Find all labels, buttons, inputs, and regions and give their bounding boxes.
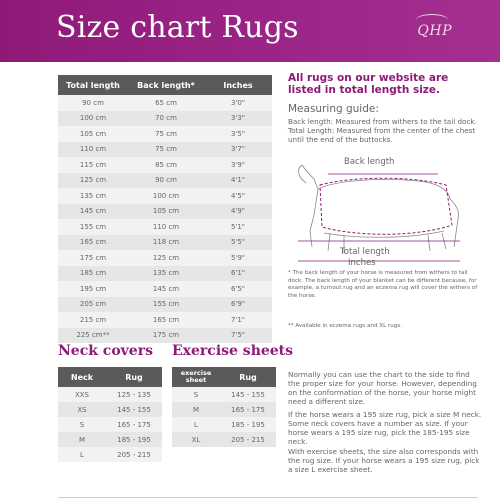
table-cell: 5'5" — [204, 235, 272, 251]
table-row — [58, 235, 272, 251]
table-row — [58, 95, 272, 111]
table-cell: 4'9" — [204, 204, 272, 220]
table-row — [58, 387, 162, 402]
size-table — [58, 75, 272, 343]
table-row — [58, 142, 272, 158]
table-row — [58, 432, 162, 447]
total-length-label: Total length — [340, 247, 390, 257]
table-cell: 145 - 155 — [220, 387, 276, 402]
table-row — [58, 447, 162, 462]
neck-sizing-paragraph: If the horse wears a 195 size rug, pick a size M neck. Some neck covers have a number as size. If your horse wears a 195 size rug, pick the 185-195 size neck. — [288, 410, 482, 447]
table-cell: 185 cm — [58, 266, 128, 282]
table-row — [58, 219, 272, 235]
table-row — [58, 266, 272, 282]
divider — [58, 497, 478, 498]
table-cell: 145 cm — [58, 204, 128, 220]
exercise-sheets-title: Exercise sheets — [172, 343, 294, 359]
table-cell: 105 cm — [128, 204, 204, 220]
table-row — [58, 417, 162, 432]
table-cell: 125 cm — [128, 250, 204, 266]
table-cell: 118 cm — [128, 235, 204, 251]
table-row — [58, 328, 272, 344]
table-cell: 175 cm — [128, 328, 204, 344]
table-cell: XS — [58, 402, 106, 417]
table-cell: L — [58, 447, 106, 462]
table-cell: 135 cm — [128, 266, 204, 282]
column-header: Back length* — [128, 75, 204, 95]
table-row — [58, 188, 272, 204]
table-cell: 215 cm — [58, 312, 128, 328]
table-cell: 155 cm — [128, 297, 204, 313]
table-cell: 3'0" — [204, 95, 272, 111]
table-cell: 110 cm — [58, 142, 128, 158]
header-banner — [0, 0, 500, 62]
table-cell: 3'3" — [204, 111, 272, 127]
exercise-sizing-paragraph: With exercise sheets, the size also corresponds with the rug size. If your horse wears a 195 size rug, pick a size L exercise sheet. — [288, 447, 480, 475]
table-row — [172, 387, 276, 402]
neck-covers-title: Neck covers — [58, 343, 153, 359]
all-rugs-note: All rugs on our website are listed in total length size. — [288, 72, 449, 96]
table-row — [58, 204, 272, 220]
page-title: Size chart Rugs — [56, 10, 299, 45]
column-header: Total length — [58, 75, 128, 95]
column-header: Inches — [204, 75, 272, 95]
table-cell: 75 cm — [128, 142, 204, 158]
table-cell: 145 cm — [128, 281, 204, 297]
table-cell: 65 cm — [128, 95, 204, 111]
table-cell: S — [172, 387, 220, 402]
column-header: Neck — [58, 367, 106, 387]
table-cell: 5'9" — [204, 250, 272, 266]
table-cell: 3'7" — [204, 142, 272, 158]
size-table-header — [58, 75, 272, 95]
table-cell: 5'1" — [204, 219, 272, 235]
table-cell: 105 cm — [58, 126, 128, 142]
table-cell: 100 cm — [58, 111, 128, 127]
table-cell: 70 cm — [128, 111, 204, 127]
table-cell: 155 cm — [58, 219, 128, 235]
table-cell: 6'1" — [204, 266, 272, 282]
table-cell: 175 cm — [58, 250, 128, 266]
table-row — [58, 297, 272, 313]
rug-outline — [320, 178, 452, 234]
horse-outline-icon — [299, 165, 459, 253]
table-cell: 165 - 175 — [220, 402, 276, 417]
neck-table-header — [58, 367, 162, 387]
back-length-footnote: * The back length of your horse is measured from withers to tail dock. The back length of your blanket can be different because, for example, a turnout rug and an eczema rug will cover the withers of the horse. — [288, 270, 478, 299]
table-cell: 135 cm — [58, 188, 128, 204]
table-cell: 7'1" — [204, 312, 272, 328]
exercise-sheets-table — [172, 367, 276, 447]
table-row — [58, 173, 272, 189]
availability-footnote: ** Available in eczema rugs and XL rugs. — [288, 323, 403, 329]
table-cell: 165 - 175 — [106, 417, 162, 432]
table-cell: 205 - 215 — [106, 447, 162, 462]
inches-label: Inches — [348, 258, 376, 268]
table-row — [58, 250, 272, 266]
table-cell: L — [172, 417, 220, 432]
table-cell: 195 cm — [58, 281, 128, 297]
table-cell: 145 - 155 — [106, 402, 162, 417]
table-cell: S — [58, 417, 106, 432]
total-length-definition: Total Length: Measured from the center of the chest until the end of the buttocks. — [288, 126, 476, 144]
table-cell: 3'5" — [204, 126, 272, 142]
table-cell: XL — [172, 432, 220, 447]
exercise-table-header — [172, 367, 276, 387]
measuring-guide-text — [288, 117, 483, 144]
table-row — [172, 402, 276, 417]
table-cell: M — [58, 432, 106, 447]
back-length-definition: Back length: Measured from withers to the tail dock. — [288, 117, 477, 126]
table-cell: 4'5" — [204, 188, 272, 204]
neck-covers-table — [58, 367, 162, 462]
column-header: Rug — [106, 367, 162, 387]
table-cell: 185 - 195 — [106, 432, 162, 447]
table-cell: 75 cm — [128, 126, 204, 142]
brand-logo: QHP — [417, 23, 452, 39]
table-cell: 100 cm — [128, 188, 204, 204]
table-row — [58, 126, 272, 142]
column-header: Rug — [220, 367, 276, 387]
table-cell: 90 cm — [128, 173, 204, 189]
table-cell: 115 cm — [58, 157, 128, 173]
table-row — [58, 157, 272, 173]
table-row — [58, 111, 272, 127]
table-cell: M — [172, 402, 220, 417]
table-cell: 225 cm** — [58, 328, 128, 344]
table-row — [172, 432, 276, 447]
measuring-guide-title: Measuring guide: — [288, 103, 379, 115]
back-length-label: Back length — [344, 157, 395, 167]
table-cell: 165 cm — [128, 312, 204, 328]
table-cell: 3'9" — [204, 157, 272, 173]
table-cell: 205 cm — [58, 297, 128, 313]
sizing-paragraph: Normally you can use the chart to the side to find the proper size for your horse. However, depending on the conformation of the horse, your horse might need a different size. — [288, 370, 477, 407]
table-cell: 90 cm — [58, 95, 128, 111]
table-cell: 110 cm — [128, 219, 204, 235]
table-row — [58, 281, 272, 297]
table-cell: 205 - 215 — [220, 432, 276, 447]
table-cell: 6'9" — [204, 297, 272, 313]
table-row — [172, 417, 276, 432]
table-cell: 4'1" — [204, 173, 272, 189]
table-cell: 6'5" — [204, 281, 272, 297]
column-header: exercise sheet — [172, 367, 220, 387]
table-cell: 125 cm — [58, 173, 128, 189]
table-row — [58, 402, 162, 417]
table-cell: 85 cm — [128, 157, 204, 173]
table-cell: XXS — [58, 387, 106, 402]
table-cell: 185 - 195 — [220, 417, 276, 432]
table-cell: 165 cm — [58, 235, 128, 251]
table-row — [58, 312, 272, 328]
table-cell: 7'5" — [204, 328, 272, 344]
table-cell: 125 - 135 — [106, 387, 162, 402]
